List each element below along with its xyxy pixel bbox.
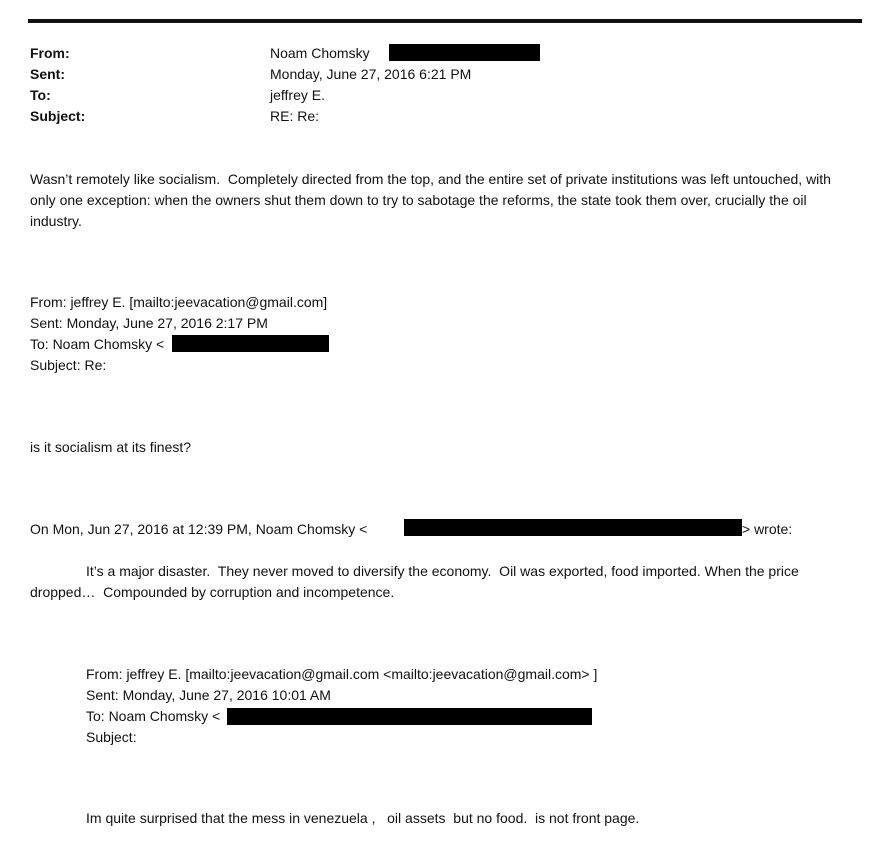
quoted1-to-line: To: Noam Chomsky <: [30, 336, 165, 352]
quoted3-sent-line: Sent: Monday, June 27, 2016 10:01 AM: [86, 687, 331, 703]
quoted1-subject-line: Subject: Re:: [30, 357, 107, 373]
quoted3-body: Im quite surprised that the mess in venezuela , oil assets but no food. is not front page.: [86, 810, 640, 826]
quoted3-from-line: From: jeffrey E. [mailto:jeevacation@gmail.com <mailto:jeevacation@gmail.com> ]: [86, 666, 598, 682]
top-divider: [28, 19, 862, 23]
quoted1-sent-line: Sent: Monday, June 27, 2016 2:17 PM: [30, 315, 268, 331]
quoted3-to-line: To: Noam Chomsky <: [86, 708, 221, 724]
quoted1-body: is it socialism at its finest?: [30, 439, 192, 455]
redacted-to-email-3: [227, 708, 592, 725]
quoted3-subject-line: Subject:: [86, 729, 137, 745]
from-value: Noam Chomsky: [270, 45, 370, 61]
quoted2-body: It’s a major disaster. They never moved to diversify the economy. Oil was exported, food imported. When the price dropped… Compounded by corruption and incompetence.: [30, 563, 803, 600]
quoted2-attribution-suffix: > wrote:: [742, 521, 793, 537]
redacted-from-email: [389, 44, 540, 61]
quoted1-from-line: From: jeffrey E. [mailto:jeevacation@gmail.com]: [30, 294, 328, 310]
reply-body: Wasn’t remotely like socialism. Completely directed from the top, and the entire set of private institutions was left untouched, with only one exception: when the owners shut them down to try to sabotage the reforms, the state took them over, crucially the oil industry.: [30, 171, 835, 229]
sent-label: Sent:: [30, 66, 65, 82]
to-label: To:: [30, 87, 51, 103]
to-value: jeffrey E.: [270, 87, 325, 103]
subject-label: Subject:: [30, 108, 86, 124]
subject-value: RE: Re:: [270, 108, 320, 124]
sent-value: Monday, June 27, 2016 6:21 PM: [270, 66, 472, 82]
redacted-to-email-1: [172, 335, 329, 352]
from-label: From:: [30, 45, 70, 61]
quoted2-attribution-prefix: On Mon, Jun 27, 2016 at 12:39 PM, Noam Chomsky <: [30, 521, 368, 537]
redacted-attribution-email: [404, 519, 742, 536]
